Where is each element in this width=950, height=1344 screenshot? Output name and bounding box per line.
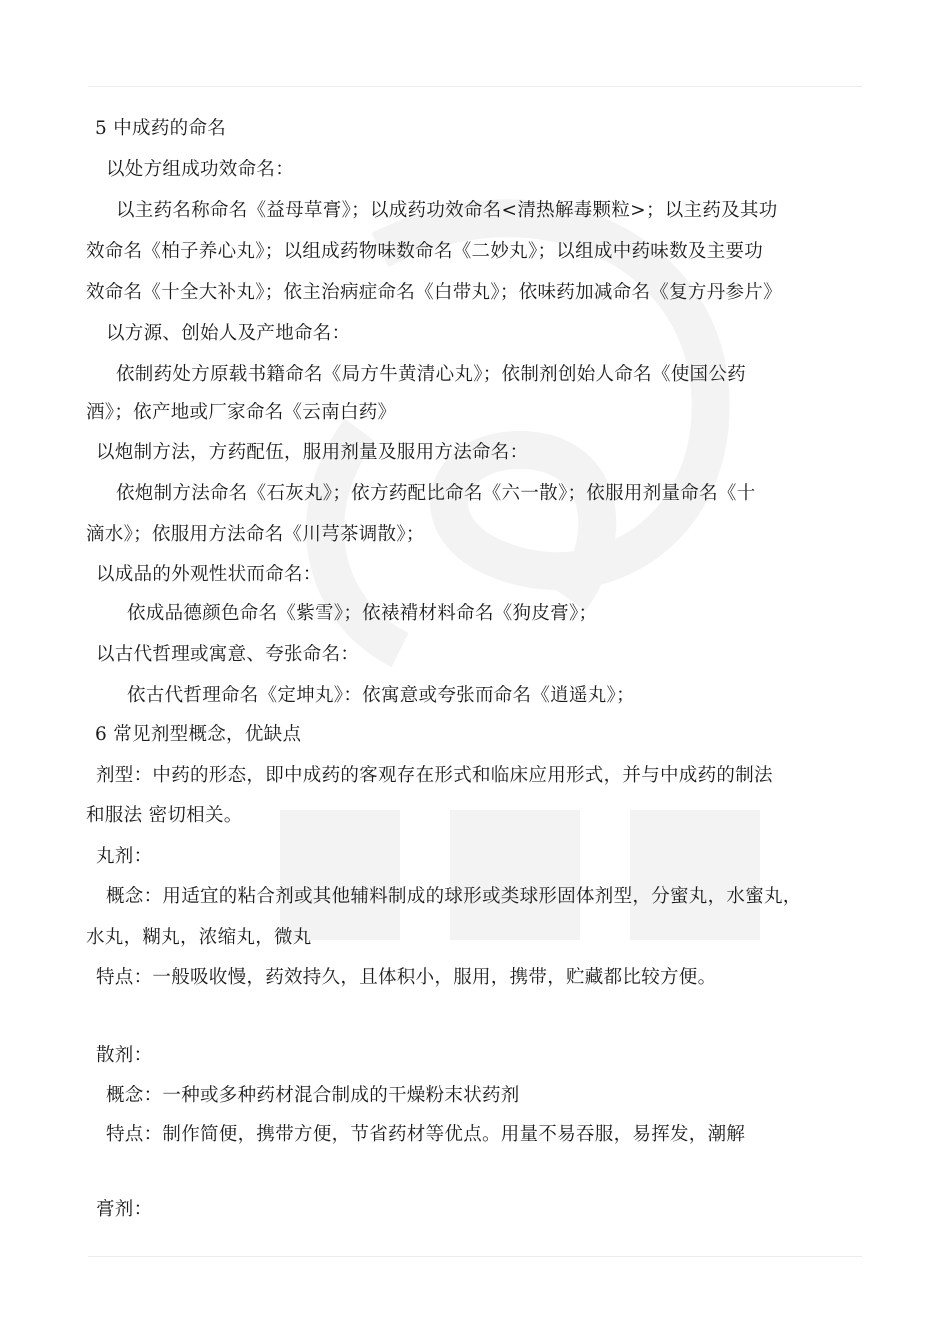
- subheading-pills: 丸剂：: [96, 846, 153, 867]
- paragraph-line: 依古代哲理命名《定坤丸》：依寓意或夸张而命名《逍遥丸》；: [127, 685, 635, 706]
- paragraph-line: 和服法 密切相关。: [86, 805, 243, 826]
- subheading-formula-efficacy: 以处方组成功效命名：: [106, 159, 295, 180]
- header-rule: [88, 86, 862, 87]
- subheading-processing-method: 以炮制方法，方药配伍，服用剂量及服用方法命名：: [96, 442, 529, 463]
- paragraph-line: 效命名《十全大补丸》；依主治病症命名《白带丸》；依味药加减命名《复方丹参片》: [86, 282, 782, 303]
- subheading-pastes: 膏剂：: [96, 1199, 153, 1220]
- paragraph-line: 以主药名称命名《益母草膏》；以成药功效命名<清热解毒颗粒>；以主药及其功: [116, 200, 778, 221]
- paragraph-line: 酒》；依产地或厂家命名《云南白药》: [86, 402, 397, 423]
- subheading-appearance: 以成品的外观性状而命名：: [96, 564, 322, 585]
- heading-6-dosage-forms: 6 常见剂型概念，优缺点: [95, 724, 302, 745]
- paragraph-line: 依成品德颜色命名《紫雪》；依裱褙材料命名《狗皮膏》；: [127, 603, 598, 624]
- subheading-philosophy-metaphor: 以古代哲理或寓意、夸张命名：: [96, 644, 360, 665]
- paragraph-line: 滴水》；依服用方法命名《川芎茶调散》；: [86, 524, 425, 545]
- subheading-powders: 散剂：: [96, 1045, 153, 1066]
- paragraph-line: 特点：一般吸收慢，药效持久，且体积小，服用，携带，贮藏都比较方便。: [96, 967, 717, 988]
- paragraph-line: 依制药处方原载书籍命名《局方牛黄清心丸》；依制剂创始人命名《使国公药: [116, 364, 746, 385]
- paragraph-line: 特点：制作简便，携带方便，节省药材等优点。用量不易吞服，易挥发，潮解: [106, 1124, 746, 1145]
- subheading-source-founder-origin: 以方源、创始人及产地命名：: [106, 323, 351, 344]
- paragraph-line: 依炮制方法命名《石灰丸》；依方药配比命名《六一散》；依服用剂量命名《十: [116, 483, 756, 504]
- paragraph-line: 水丸，糊丸，浓缩丸，微丸: [86, 927, 312, 948]
- paragraph-line: 概念：用适宜的粘合剂或其他辅料制成的球形或类球形固体剂型，分蜜丸，水蜜丸，: [106, 886, 802, 907]
- heading-5-naming: 5 中成药的命名: [95, 118, 227, 139]
- paragraph-line: 剂型：中药的形态，即中成药的客观存在形式和临床应用形式，并与中成药的制法: [96, 765, 773, 786]
- footer-rule: [88, 1256, 862, 1257]
- paragraph-line: 效命名《柏子养心丸》；以组成药物味数命名《二妙丸》；以组成中药味数及主要功: [86, 241, 764, 262]
- paragraph-line: 概念：一种或多种药材混合制成的干燥粉末状药剂: [106, 1085, 520, 1106]
